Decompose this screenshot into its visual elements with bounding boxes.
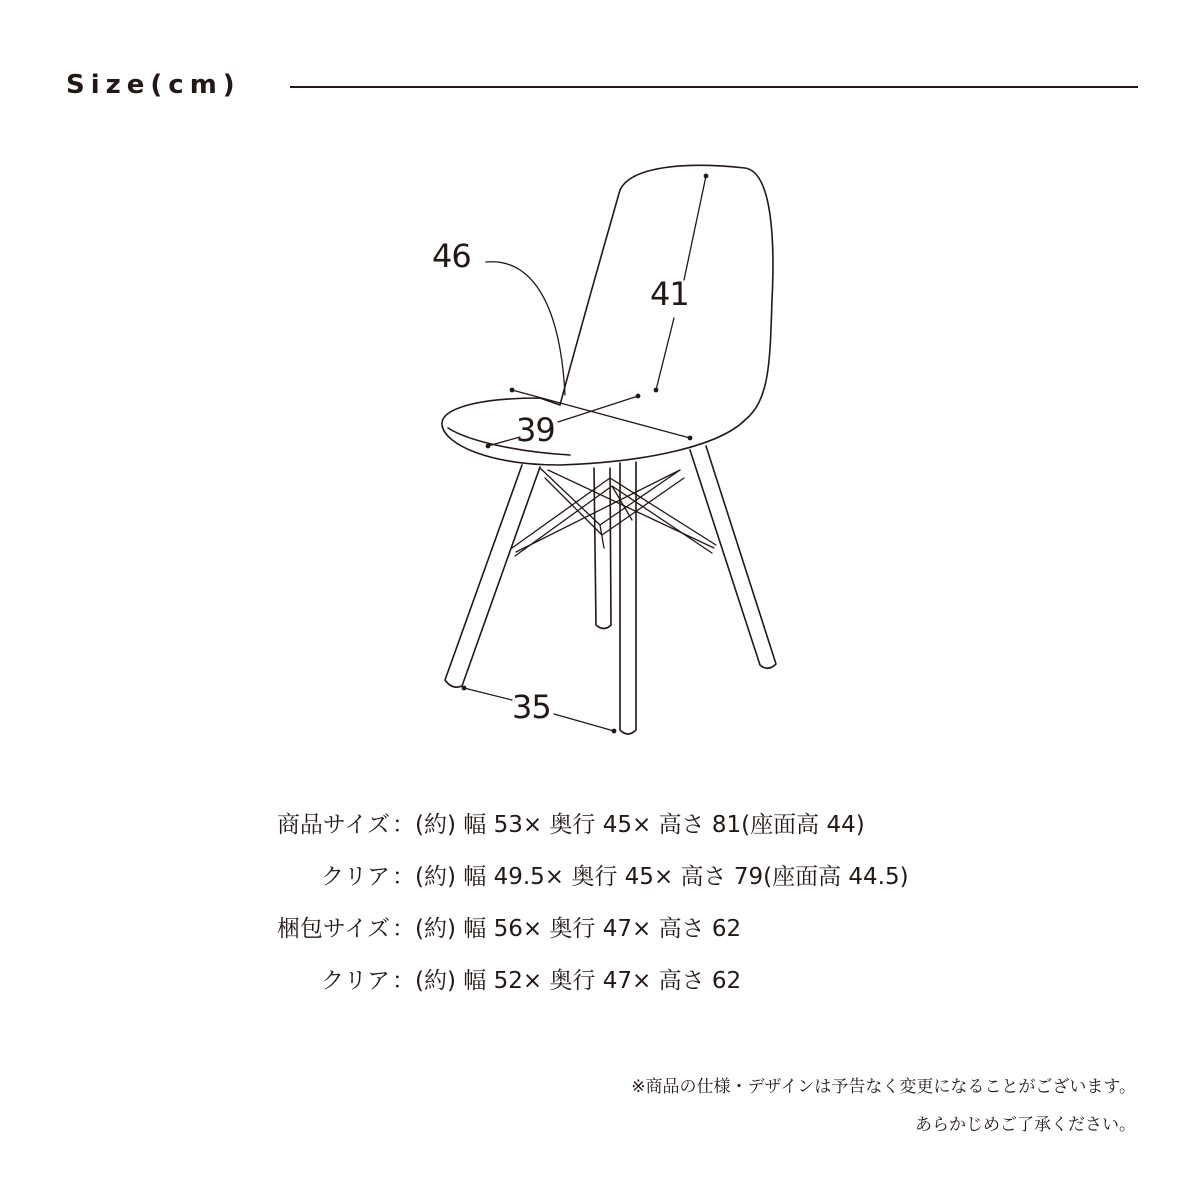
dim-dot xyxy=(510,388,515,393)
spec-label: 商品サイズ xyxy=(276,812,413,838)
dimension-label-39: 39 xyxy=(516,411,555,449)
spec-value: ：(約) 幅 56× 奥行 47× 高さ 62 xyxy=(392,916,742,942)
chair-shell-outline xyxy=(442,165,773,465)
spec-value: ：(約) 幅 53× 奥行 45× 高さ 81(座面高 44) xyxy=(392,812,865,838)
spec-label: クリア xyxy=(321,864,390,890)
dim-line-46 xyxy=(486,262,565,395)
dim-line-35-right xyxy=(554,714,614,731)
dimension-lines xyxy=(464,176,706,731)
page-title: Size(cm) xyxy=(66,70,241,100)
dim-dot xyxy=(704,174,709,179)
dim-dot xyxy=(688,436,693,441)
spec-label: 梱包サイズ xyxy=(276,916,413,942)
dim-dot xyxy=(636,394,641,399)
disclaimer-line-1: ※商品の仕様・デザインは予告なく変更になることがございます。 xyxy=(631,1077,1136,1097)
wire-base xyxy=(512,468,716,556)
disclaimer-line-2: あらかじめご了承ください。 xyxy=(915,1115,1136,1135)
spec-value: ：(約) 幅 52× 奥行 47× 高さ 62 xyxy=(392,968,742,994)
dim-dot xyxy=(462,686,467,691)
spec-label: クリア xyxy=(321,968,390,994)
dimension-label-46: 46 xyxy=(432,237,471,275)
dimension-label-41: 41 xyxy=(650,275,689,313)
dim-line-41-upper xyxy=(684,176,706,280)
dim-line-35-left xyxy=(464,688,512,700)
dimension-label-35: 35 xyxy=(512,688,551,726)
dim-dot xyxy=(486,444,491,449)
dim-dot xyxy=(654,388,659,393)
dim-dot xyxy=(612,729,617,734)
dim-line-41-lower xyxy=(656,318,674,390)
spec-value: ：(約) 幅 49.5× 奥行 45× 高さ 79(座面高 44.5) xyxy=(392,864,909,890)
front-left-leg xyxy=(445,465,540,687)
back-right-leg xyxy=(690,446,776,668)
dim-line-39-cross2 xyxy=(558,396,638,422)
